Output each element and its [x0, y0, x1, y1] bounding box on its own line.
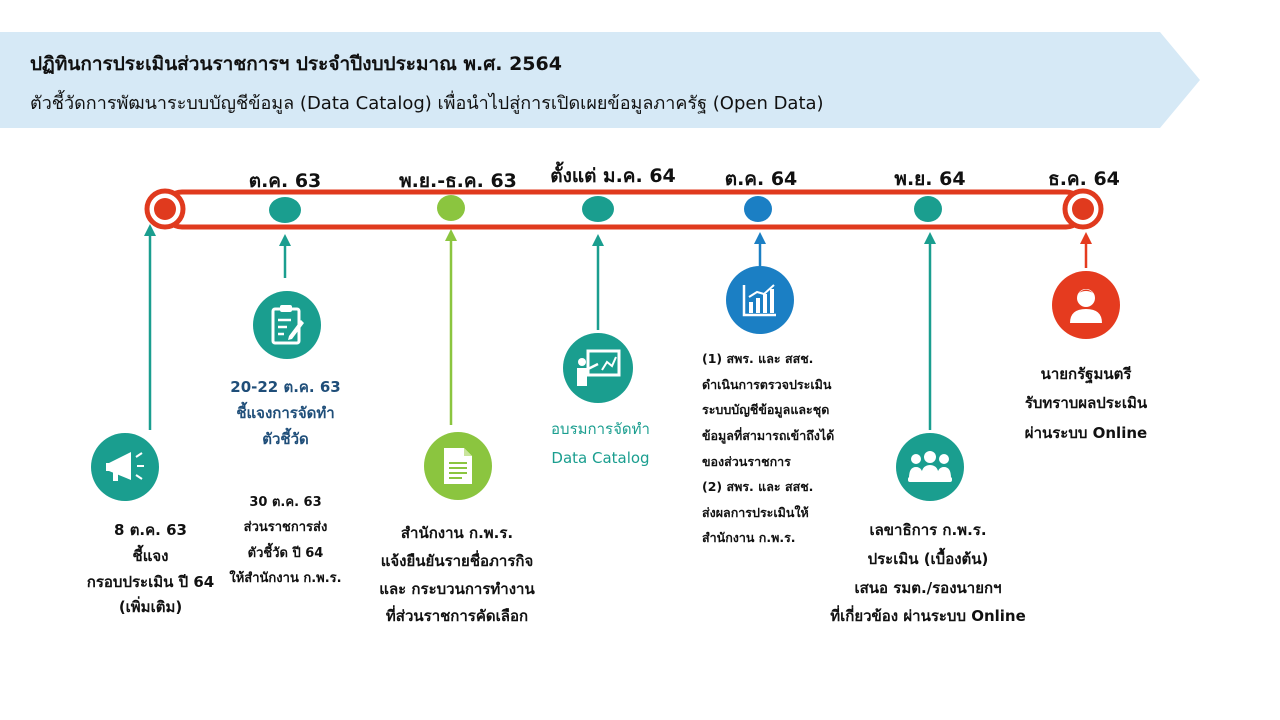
milestone-node-oct64: [744, 196, 772, 222]
event-training-line: Data Catalog: [551, 449, 650, 468]
event-clarify-line: 20-22 ต.ค. 63: [230, 378, 341, 396]
event-pm-line: ผ่านระบบ Online: [1024, 423, 1148, 442]
event-assess-line: (1) สพร. และ สสช.: [702, 351, 814, 366]
event-pm-line: นายกรัฐมนตรี: [1040, 365, 1132, 383]
event-training-line: อบรมการจัดทำ: [551, 420, 650, 438]
event-clarify-subline: ส่วนราชการส่ง: [243, 520, 328, 536]
milestone-node-jan64: [582, 196, 614, 222]
date-label-dec64: ธ.ค. 64: [1048, 168, 1120, 190]
people-icon: [896, 433, 964, 501]
event-clarify-text: [203, 375, 368, 452]
event-secretary-line: เลขาธิการ ก.พ.ร.: [869, 521, 987, 539]
timeline-track: [165, 192, 1083, 227]
event-pm-line: รับทราบผลประเมิน: [1024, 394, 1148, 413]
event-announce-line: ชี้แจง: [132, 546, 169, 565]
milestone-node-oct63: [269, 197, 301, 223]
event-clarify-subline: ให้สำนักงาน ก.พ.ร.: [229, 571, 342, 587]
event-assess-line: สำนักงาน ก.พ.ร.: [702, 530, 796, 546]
event-secretary-line: ที่เกี่ยวข้อง ผ่านระบบ Online: [830, 607, 1026, 626]
milestone-node-novdec63: [437, 195, 465, 221]
arrow-clarify: [279, 234, 291, 278]
event-assess-line: ดำเนินการตรวจประเมิน: [702, 376, 832, 392]
page-title: ปฏิทินการประเมินส่วนราชการฯ ประจำปีงบประมาณ พ.ศ. 2564: [30, 53, 562, 75]
event-secretary-text: [818, 516, 1038, 631]
person-icon: [1052, 271, 1120, 339]
event-secretary-line: ประเมิน (เบื้องต้น): [867, 549, 989, 568]
event-clarify-line: ตัวชี้วัด: [262, 429, 309, 448]
date-label-oct63: ต.ค. 63: [248, 170, 322, 192]
date-label-nov64: พ.ย. 64: [894, 168, 966, 190]
arrow-announce: [144, 224, 156, 430]
arrow-assess: [754, 232, 766, 266]
event-confirm-line: และ กระบวนการทำงาน: [379, 579, 535, 598]
event-announce-line: 8 ต.ค. 63: [114, 521, 187, 539]
megaphone-icon: [91, 433, 159, 501]
arrow-secretary: [924, 232, 936, 430]
event-clarify-subline: 30 ต.ค. 63: [249, 495, 322, 510]
event-assess-line: (2) สพร. และ สสช.: [702, 479, 814, 495]
event-confirm-line: สำนักงาน ก.พ.ร.: [400, 524, 514, 542]
milestone-node-nov64: [914, 196, 942, 222]
event-confirm-line: ที่ส่วนราชการคัดเลือก: [385, 607, 529, 626]
date-label-novdec63: พ.ย.-ธ.ค. 63: [399, 170, 517, 192]
event-confirm-text: [357, 520, 557, 631]
event-announce-line: กรอบประเมิน ปี 64: [86, 572, 215, 591]
clipboard-icon: [253, 291, 321, 359]
event-clarify-subtext: [203, 490, 368, 591]
event-assess-line: ระบบบัญชีข้อมูลและชุด: [702, 402, 830, 418]
page-subtitle: ตัวชี้วัดการพัฒนาระบบบัญชีข้อมูล (Data Catalog) เพื่อนำไปสู่การเปิดเผยข้อมูลภาครัฐ (Open Data): [30, 93, 824, 114]
arrow-pm: [1080, 232, 1092, 268]
document-icon: [424, 432, 492, 500]
timeline-start-node: [147, 191, 183, 227]
event-assess-line: ส่งผลการประเมินให้: [702, 504, 809, 520]
event-training-text: [528, 415, 673, 474]
event-clarify-subline: ตัวชี้วัด ปี 64: [247, 545, 324, 561]
event-assess-line: ข้อมูลที่สามารถเข้าถึงได้: [702, 427, 835, 443]
event-clarify-line: ชี้แจงการจัดทำ: [236, 403, 335, 422]
presentation-icon: [563, 333, 633, 403]
event-announce-line: (เพิ่มเติม): [118, 598, 183, 617]
event-confirm-line: แจ้งยืนยันรายชื่อภารกิจ: [380, 551, 534, 570]
event-assess-line: ของส่วนราชการ: [702, 453, 791, 469]
bar-chart-icon: [726, 266, 794, 334]
timeline-end-node: [1065, 191, 1101, 227]
date-label-jan64: ตั้งแต่ ม.ค. 64: [550, 165, 676, 187]
arrow-confirm: [445, 229, 457, 425]
date-label-oct64: ต.ค. 64: [724, 168, 798, 190]
arrow-training: [592, 234, 604, 330]
event-secretary-line: เสนอ รมต./รองนายกฯ: [854, 578, 1002, 597]
event-pm-text: [1006, 360, 1166, 448]
